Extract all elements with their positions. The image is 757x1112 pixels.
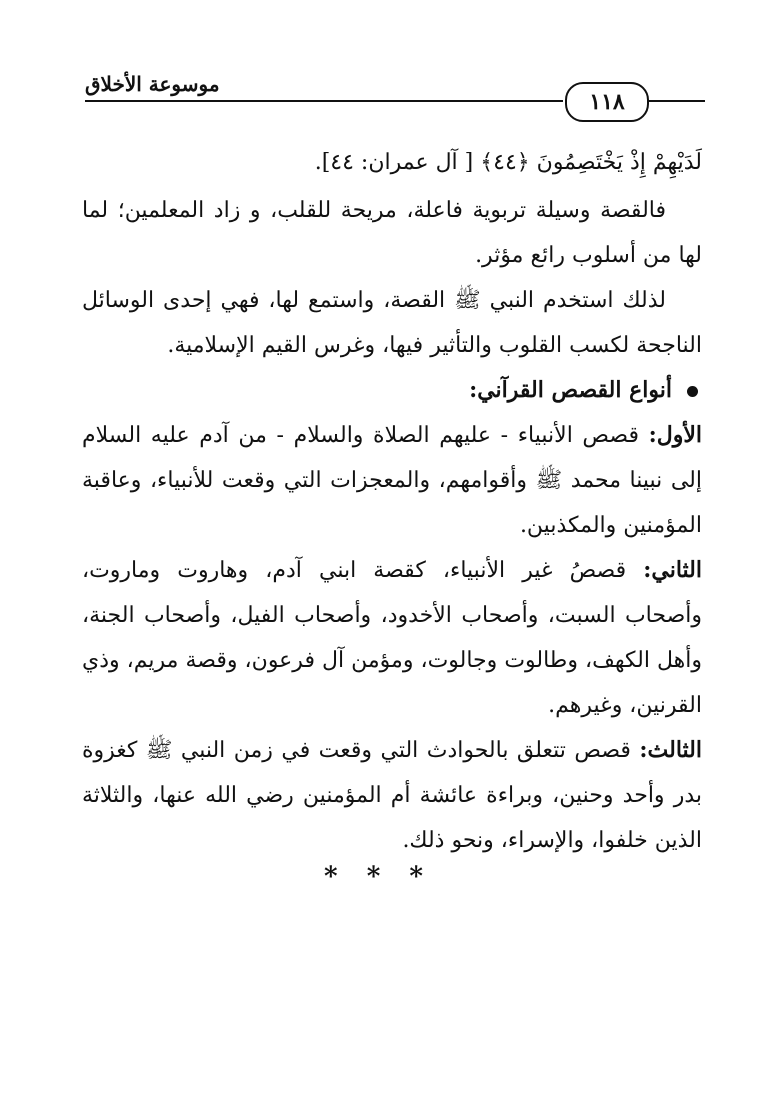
second-type-label: الثاني:	[643, 557, 702, 583]
third-type-label: الثالث:	[639, 737, 702, 763]
header-rule-right	[647, 100, 705, 102]
paragraph-story-value: فالقصة وسيلة تربوية فاعلة، مريحة للقلب، و زاد المعلمين؛ لما لها من أسلوب رائع مؤثر.	[82, 198, 702, 268]
paragraph-first-type	[82, 413, 702, 548]
first-type-label: الأول:	[648, 422, 702, 448]
paragraph-prophet-use: لذلك استخدم النبي ﷺ القصة، واستمع لها، فهي إحدى الوسائل الناجحة لكسب القلوب والتأثير فيها، وغرس القيم الإسلامية.	[82, 288, 702, 358]
section-separator: * * *	[324, 862, 433, 892]
book-title: موسوعة الأخلاق	[85, 72, 220, 96]
page-header	[85, 70, 705, 120]
section-heading	[82, 368, 702, 413]
header-rule-left	[85, 100, 563, 102]
section-heading-text: أنواع القصص القرآني:	[469, 377, 672, 403]
paragraph-third-type	[82, 728, 702, 863]
quran-verse-line: لَدَيْهِمْ إِذْ يَخْتَصِمُونَ ﴿٤٤﴾ [ آل عمران: ٤٤].	[314, 150, 702, 175]
third-type-text: قصص تتعلق بالحوادث التي وقعت في زمن النبي ﷺ كغزوة بدر وأحد وحنين، وبراءة عائشة أم المؤمنين رضي الله عنها، والثلاثة الذين خلفوا، والإسراء، ونحو ذلك.	[82, 738, 702, 853]
first-type-text: قصص الأنبياء - عليهم الصلاة والسلام - من آدم عليه السلام إلى نبينا محمد ﷺ وأقوامهم، والمعجزات التي وقعت للأنبياء، وعاقبة المؤمنين والمكذبين.	[82, 423, 702, 538]
page-number: ١١٨	[565, 82, 649, 122]
paragraph-second-type	[82, 548, 702, 728]
bullet-icon	[687, 386, 698, 397]
second-type-text: قصصُ غير الأنبياء، كقصة ابني آدم، وهاروت وماروت، وأصحاب السبت، وأصحاب الأخدود، وأصحاب الفيل، وأصحاب الجنة، وأهل الكهف، وطالوت وجالوت، ومؤمن آل فرعون، وقصة مريم، وذي القرنين، وغيرهم.	[82, 558, 702, 718]
page-body	[82, 140, 702, 863]
